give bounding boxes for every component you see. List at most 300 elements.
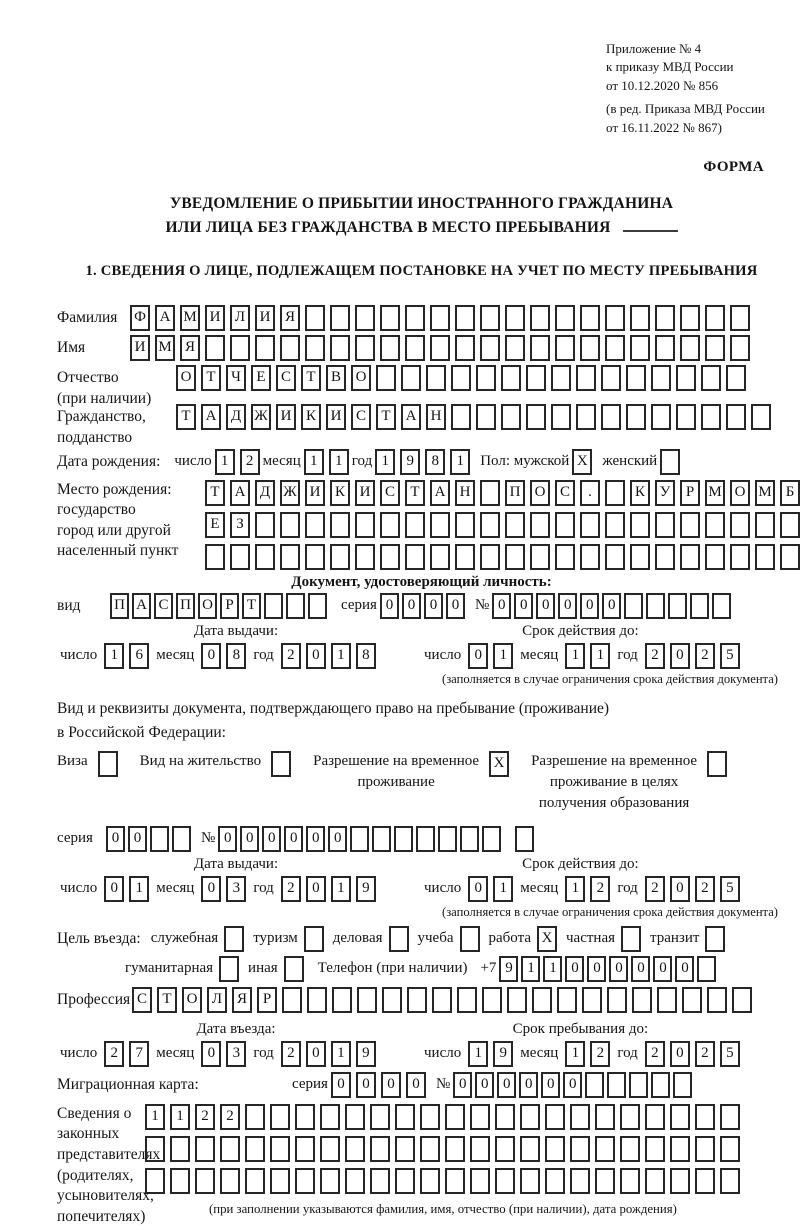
month-cells[interactable] xyxy=(201,643,246,669)
char-cell[interactable] xyxy=(580,335,600,361)
char-cell[interactable]: 0 xyxy=(406,1072,426,1098)
day-cells[interactable] xyxy=(468,643,513,669)
char-cell[interactable] xyxy=(295,1136,315,1162)
char-cell[interactable] xyxy=(495,1136,515,1162)
char-cell[interactable]: О xyxy=(176,365,196,391)
char-cell[interactable] xyxy=(630,305,650,331)
char-cell[interactable]: Р xyxy=(680,480,700,506)
char-cell[interactable] xyxy=(595,1136,615,1162)
birth-place-row2[interactable] xyxy=(205,512,800,538)
char-cell[interactable]: А xyxy=(401,404,421,430)
char-cell[interactable]: 2 xyxy=(590,1041,610,1067)
char-cell[interactable]: С xyxy=(555,480,575,506)
char-cell[interactable] xyxy=(629,1072,648,1098)
char-cell[interactable] xyxy=(732,987,752,1013)
char-cell[interactable]: 9 xyxy=(499,956,518,982)
char-cell[interactable]: 0 xyxy=(602,593,621,619)
char-cell[interactable] xyxy=(682,987,702,1013)
char-cell[interactable] xyxy=(150,826,169,852)
char-cell[interactable]: 2 xyxy=(645,643,665,669)
char-cell[interactable]: М xyxy=(755,480,775,506)
char-cell[interactable] xyxy=(545,1168,565,1194)
char-cell[interactable]: Л xyxy=(207,987,227,1013)
month-cells[interactable] xyxy=(201,876,246,902)
char-cell[interactable] xyxy=(680,544,700,570)
char-cell[interactable]: 2 xyxy=(645,1041,665,1067)
char-cell[interactable]: 1 xyxy=(590,643,610,669)
char-cell[interactable] xyxy=(730,544,750,570)
char-cell[interactable] xyxy=(570,1136,590,1162)
char-cell[interactable]: И xyxy=(305,480,325,506)
char-cell[interactable]: Т xyxy=(176,404,196,430)
male-checkbox[interactable]: X xyxy=(572,449,592,475)
char-cell[interactable] xyxy=(420,1136,440,1162)
char-cell[interactable] xyxy=(305,544,325,570)
char-cell[interactable]: М xyxy=(155,335,175,361)
char-cell[interactable] xyxy=(476,404,496,430)
char-cell[interactable]: 9 xyxy=(400,449,420,475)
char-cell[interactable] xyxy=(480,544,500,570)
char-cell[interactable] xyxy=(430,512,450,538)
char-cell[interactable] xyxy=(645,1104,665,1130)
year-cells[interactable] xyxy=(645,643,740,669)
char-cell[interactable] xyxy=(307,987,327,1013)
char-cell[interactable]: И xyxy=(255,305,275,331)
char-cell[interactable]: 0 xyxy=(670,643,690,669)
char-cell[interactable] xyxy=(630,512,650,538)
char-cell[interactable] xyxy=(286,593,305,619)
char-cell[interactable] xyxy=(701,365,721,391)
char-cell[interactable] xyxy=(380,335,400,361)
char-cell[interactable]: Д xyxy=(226,404,246,430)
char-cell[interactable] xyxy=(350,826,369,852)
char-cell[interactable]: 0 xyxy=(262,826,281,852)
char-cell[interactable] xyxy=(501,404,521,430)
birth-place-row3[interactable] xyxy=(205,544,800,570)
char-cell[interactable] xyxy=(482,826,501,852)
char-cell[interactable] xyxy=(505,544,525,570)
char-cell[interactable] xyxy=(530,335,550,361)
char-cell[interactable] xyxy=(305,335,325,361)
char-cell[interactable]: П xyxy=(505,480,525,506)
char-cell[interactable] xyxy=(295,1104,315,1130)
char-cell[interactable] xyxy=(482,987,502,1013)
char-cell[interactable] xyxy=(555,335,575,361)
char-cell[interactable]: 0 xyxy=(580,593,599,619)
char-cell[interactable] xyxy=(380,512,400,538)
char-cell[interactable]: П xyxy=(176,593,195,619)
char-cell[interactable]: 1 xyxy=(215,449,235,475)
char-cell[interactable]: 1 xyxy=(331,1041,351,1067)
char-cell[interactable]: 0 xyxy=(218,826,237,852)
char-cell[interactable]: 0 xyxy=(201,643,221,669)
char-cell[interactable] xyxy=(726,365,746,391)
char-cell[interactable] xyxy=(270,1104,290,1130)
char-cell[interactable] xyxy=(697,956,716,982)
char-cell[interactable]: А xyxy=(132,593,151,619)
char-cell[interactable] xyxy=(255,335,275,361)
char-cell[interactable] xyxy=(305,305,325,331)
char-cell[interactable] xyxy=(282,987,302,1013)
char-cell[interactable] xyxy=(205,335,225,361)
char-cell[interactable]: 1 xyxy=(331,643,351,669)
birth-year-cells[interactable] xyxy=(375,449,470,475)
char-cell[interactable]: 6 xyxy=(129,643,149,669)
option-checkbox[interactable] xyxy=(271,751,291,777)
char-cell[interactable] xyxy=(720,1104,740,1130)
char-cell[interactable] xyxy=(530,544,550,570)
char-cell[interactable]: А xyxy=(430,480,450,506)
char-cell[interactable]: 0 xyxy=(536,593,555,619)
char-cell[interactable]: С xyxy=(132,987,152,1013)
char-cell[interactable] xyxy=(355,335,375,361)
char-cell[interactable] xyxy=(445,1168,465,1194)
char-cell[interactable] xyxy=(480,305,500,331)
char-cell[interactable]: Е xyxy=(251,365,271,391)
char-cell[interactable] xyxy=(376,365,396,391)
char-cell[interactable]: 1 xyxy=(493,876,513,902)
char-cell[interactable]: 7 xyxy=(129,1041,149,1067)
char-cell[interactable]: 8 xyxy=(356,643,376,669)
char-cell[interactable] xyxy=(651,1072,670,1098)
char-cell[interactable] xyxy=(705,305,725,331)
char-cell[interactable] xyxy=(457,987,477,1013)
char-cell[interactable] xyxy=(655,544,675,570)
char-cell[interactable] xyxy=(755,544,775,570)
char-cell[interactable] xyxy=(720,1168,740,1194)
char-cell[interactable]: 1 xyxy=(375,449,395,475)
char-cell[interactable]: 1 xyxy=(565,876,585,902)
char-cell[interactable]: М xyxy=(705,480,725,506)
char-cell[interactable] xyxy=(605,335,625,361)
char-cell[interactable] xyxy=(670,1168,690,1194)
char-cell[interactable]: Р xyxy=(257,987,277,1013)
char-cell[interactable] xyxy=(651,365,671,391)
identity-type-cells[interactable] xyxy=(110,593,327,619)
char-cell[interactable] xyxy=(668,593,687,619)
char-cell[interactable] xyxy=(220,1168,240,1194)
char-cell[interactable] xyxy=(505,512,525,538)
char-cell[interactable] xyxy=(480,480,500,506)
char-cell[interactable]: 0 xyxy=(106,826,125,852)
char-cell[interactable] xyxy=(751,404,771,430)
char-cell[interactable]: 2 xyxy=(195,1104,215,1130)
char-cell[interactable]: 0 xyxy=(497,1072,516,1098)
char-cell[interactable]: К xyxy=(630,480,650,506)
char-cell[interactable] xyxy=(705,512,725,538)
char-cell[interactable]: 0 xyxy=(670,876,690,902)
char-cell[interactable]: 1 xyxy=(565,643,585,669)
char-cell[interactable] xyxy=(582,987,602,1013)
char-cell[interactable] xyxy=(394,826,413,852)
char-cell[interactable] xyxy=(673,1072,692,1098)
char-cell[interactable] xyxy=(230,335,250,361)
char-cell[interactable]: Б xyxy=(780,480,800,506)
char-cell[interactable] xyxy=(695,1104,715,1130)
char-cell[interactable]: 1 xyxy=(450,449,470,475)
option-checkbox[interactable] xyxy=(621,926,641,952)
char-cell[interactable] xyxy=(607,987,627,1013)
char-cell[interactable] xyxy=(470,1136,490,1162)
option-checkbox[interactable] xyxy=(284,956,304,982)
char-cell[interactable] xyxy=(451,404,471,430)
char-cell[interactable] xyxy=(355,512,375,538)
char-cell[interactable] xyxy=(405,305,425,331)
char-cell[interactable] xyxy=(245,1104,265,1130)
char-cell[interactable]: 0 xyxy=(609,956,628,982)
char-cell[interactable] xyxy=(270,1168,290,1194)
char-cell[interactable] xyxy=(580,512,600,538)
patronymic-cells[interactable] xyxy=(176,365,746,391)
migration-number-cells[interactable] xyxy=(453,1072,692,1098)
char-cell[interactable]: М xyxy=(180,305,200,331)
char-cell[interactable] xyxy=(655,305,675,331)
char-cell[interactable] xyxy=(330,512,350,538)
char-cell[interactable] xyxy=(245,1136,265,1162)
char-cell[interactable] xyxy=(230,544,250,570)
char-cell[interactable] xyxy=(405,335,425,361)
char-cell[interactable]: 2 xyxy=(281,643,301,669)
phone-cells[interactable] xyxy=(499,956,716,982)
migration-series-cells[interactable] xyxy=(331,1072,426,1098)
char-cell[interactable]: О xyxy=(730,480,750,506)
char-cell[interactable] xyxy=(455,544,475,570)
char-cell[interactable]: 0 xyxy=(284,826,303,852)
char-cell[interactable] xyxy=(670,1136,690,1162)
year-cells[interactable] xyxy=(281,876,376,902)
char-cell[interactable] xyxy=(705,335,725,361)
char-cell[interactable]: 2 xyxy=(240,449,260,475)
char-cell[interactable]: 3 xyxy=(226,876,246,902)
char-cell[interactable]: Н xyxy=(455,480,475,506)
char-cell[interactable] xyxy=(676,404,696,430)
surname-cells[interactable] xyxy=(130,305,750,331)
char-cell[interactable] xyxy=(420,1104,440,1130)
char-cell[interactable] xyxy=(551,404,571,430)
char-cell[interactable]: П xyxy=(110,593,129,619)
char-cell[interactable]: О xyxy=(530,480,550,506)
char-cell[interactable]: А xyxy=(201,404,221,430)
char-cell[interactable] xyxy=(780,544,800,570)
char-cell[interactable]: И xyxy=(205,305,225,331)
char-cell[interactable] xyxy=(576,365,596,391)
char-cell[interactable] xyxy=(382,987,402,1013)
char-cell[interactable]: 0 xyxy=(306,876,326,902)
char-cell[interactable] xyxy=(395,1168,415,1194)
char-cell[interactable] xyxy=(345,1168,365,1194)
char-cell[interactable] xyxy=(505,335,525,361)
char-cell[interactable]: 0 xyxy=(128,826,147,852)
char-cell[interactable]: 1 xyxy=(331,876,351,902)
char-cell[interactable] xyxy=(515,826,534,852)
char-cell[interactable]: 5 xyxy=(720,876,740,902)
char-cell[interactable]: 0 xyxy=(453,1072,472,1098)
char-cell[interactable] xyxy=(580,544,600,570)
char-cell[interactable] xyxy=(630,544,650,570)
char-cell[interactable] xyxy=(295,1168,315,1194)
option-checkbox[interactable] xyxy=(219,956,239,982)
char-cell[interactable]: . xyxy=(580,480,600,506)
char-cell[interactable] xyxy=(280,335,300,361)
char-cell[interactable]: 0 xyxy=(475,1072,494,1098)
char-cell[interactable] xyxy=(426,365,446,391)
char-cell[interactable]: Р xyxy=(220,593,239,619)
char-cell[interactable]: 0 xyxy=(565,956,584,982)
char-cell[interactable]: 0 xyxy=(201,876,221,902)
char-cell[interactable]: 2 xyxy=(220,1104,240,1130)
char-cell[interactable]: Т xyxy=(301,365,321,391)
char-cell[interactable] xyxy=(355,544,375,570)
char-cell[interactable] xyxy=(605,512,625,538)
char-cell[interactable]: Т xyxy=(201,365,221,391)
char-cell[interactable] xyxy=(280,544,300,570)
char-cell[interactable]: 2 xyxy=(695,876,715,902)
char-cell[interactable]: 0 xyxy=(306,643,326,669)
char-cell[interactable] xyxy=(430,305,450,331)
day-cells[interactable] xyxy=(104,876,149,902)
char-cell[interactable]: Я xyxy=(280,305,300,331)
char-cell[interactable] xyxy=(526,365,546,391)
char-cell[interactable] xyxy=(570,1104,590,1130)
char-cell[interactable] xyxy=(355,305,375,331)
char-cell[interactable] xyxy=(445,1136,465,1162)
char-cell[interactable] xyxy=(401,365,421,391)
char-cell[interactable]: 2 xyxy=(590,876,610,902)
char-cell[interactable]: 0 xyxy=(558,593,577,619)
representatives-row2[interactable] xyxy=(145,1136,786,1162)
char-cell[interactable]: Т xyxy=(242,593,261,619)
citizenship-cells[interactable] xyxy=(176,404,771,430)
char-cell[interactable] xyxy=(416,826,435,852)
char-cell[interactable] xyxy=(605,305,625,331)
char-cell[interactable] xyxy=(530,305,550,331)
char-cell[interactable] xyxy=(480,512,500,538)
char-cell[interactable]: 9 xyxy=(356,876,376,902)
char-cell[interactable] xyxy=(676,365,696,391)
char-cell[interactable] xyxy=(455,512,475,538)
char-cell[interactable] xyxy=(707,987,727,1013)
residence-number-cells[interactable] xyxy=(218,826,501,852)
option-checkbox[interactable] xyxy=(389,926,409,952)
char-cell[interactable]: 0 xyxy=(468,643,488,669)
char-cell[interactable] xyxy=(460,826,479,852)
char-cell[interactable]: 0 xyxy=(306,826,325,852)
char-cell[interactable] xyxy=(476,365,496,391)
char-cell[interactable] xyxy=(680,305,700,331)
char-cell[interactable] xyxy=(545,1136,565,1162)
char-cell[interactable] xyxy=(520,1136,540,1162)
char-cell[interactable] xyxy=(507,987,527,1013)
char-cell[interactable] xyxy=(332,987,352,1013)
char-cell[interactable] xyxy=(438,826,457,852)
char-cell[interactable]: 0 xyxy=(631,956,650,982)
char-cell[interactable] xyxy=(380,544,400,570)
char-cell[interactable]: Ж xyxy=(280,480,300,506)
birth-month-cells[interactable] xyxy=(304,449,349,475)
char-cell[interactable]: К xyxy=(301,404,321,430)
char-cell[interactable]: 0 xyxy=(356,1072,376,1098)
char-cell[interactable]: 5 xyxy=(720,643,740,669)
char-cell[interactable]: Ч xyxy=(226,365,246,391)
char-cell[interactable]: С xyxy=(351,404,371,430)
month-cells[interactable] xyxy=(565,1041,610,1067)
char-cell[interactable] xyxy=(555,544,575,570)
char-cell[interactable]: 9 xyxy=(356,1041,376,1067)
char-cell[interactable] xyxy=(520,1104,540,1130)
char-cell[interactable] xyxy=(320,1136,340,1162)
char-cell[interactable]: Д xyxy=(255,480,275,506)
char-cell[interactable]: А xyxy=(230,480,250,506)
char-cell[interactable] xyxy=(624,593,643,619)
char-cell[interactable] xyxy=(455,305,475,331)
identity-number-cells[interactable] xyxy=(492,593,731,619)
char-cell[interactable] xyxy=(680,512,700,538)
month-cells[interactable] xyxy=(565,876,610,902)
char-cell[interactable] xyxy=(205,544,225,570)
char-cell[interactable]: 0 xyxy=(331,1072,351,1098)
char-cell[interactable]: 0 xyxy=(675,956,694,982)
char-cell[interactable] xyxy=(330,305,350,331)
char-cell[interactable] xyxy=(495,1104,515,1130)
char-cell[interactable]: 0 xyxy=(104,876,124,902)
char-cell[interactable]: Т xyxy=(205,480,225,506)
char-cell[interactable] xyxy=(655,512,675,538)
option-checkbox[interactable] xyxy=(304,926,324,952)
char-cell[interactable]: Т xyxy=(157,987,177,1013)
char-cell[interactable] xyxy=(495,1168,515,1194)
char-cell[interactable]: 0 xyxy=(653,956,672,982)
char-cell[interactable] xyxy=(585,1072,604,1098)
char-cell[interactable]: 1 xyxy=(304,449,324,475)
char-cell[interactable]: С xyxy=(276,365,296,391)
representatives-row3[interactable] xyxy=(145,1168,786,1194)
char-cell[interactable] xyxy=(620,1168,640,1194)
char-cell[interactable] xyxy=(170,1136,190,1162)
char-cell[interactable] xyxy=(576,404,596,430)
char-cell[interactable] xyxy=(595,1168,615,1194)
char-cell[interactable]: 0 xyxy=(492,593,511,619)
char-cell[interactable]: Ф xyxy=(130,305,150,331)
char-cell[interactable]: 0 xyxy=(201,1041,221,1067)
char-cell[interactable] xyxy=(701,404,721,430)
char-cell[interactable] xyxy=(264,593,283,619)
char-cell[interactable] xyxy=(395,1136,415,1162)
char-cell[interactable] xyxy=(712,593,731,619)
char-cell[interactable] xyxy=(605,544,625,570)
char-cell[interactable] xyxy=(626,404,646,430)
char-cell[interactable]: К xyxy=(330,480,350,506)
char-cell[interactable] xyxy=(780,512,800,538)
char-cell[interactable] xyxy=(670,1104,690,1130)
char-cell[interactable] xyxy=(480,335,500,361)
char-cell[interactable]: 0 xyxy=(306,1041,326,1067)
char-cell[interactable] xyxy=(395,1104,415,1130)
char-cell[interactable] xyxy=(730,512,750,538)
day-cells[interactable] xyxy=(468,1041,513,1067)
char-cell[interactable]: 1 xyxy=(145,1104,165,1130)
option-checkbox[interactable] xyxy=(460,926,480,952)
char-cell[interactable]: О xyxy=(182,987,202,1013)
char-cell[interactable] xyxy=(370,1168,390,1194)
char-cell[interactable]: 0 xyxy=(519,1072,538,1098)
residence-number-tail-cell[interactable] xyxy=(515,826,534,852)
year-cells[interactable] xyxy=(645,876,740,902)
residence-series-cells[interactable] xyxy=(106,826,191,852)
char-cell[interactable]: 2 xyxy=(695,1041,715,1067)
year-cells[interactable] xyxy=(281,643,376,669)
char-cell[interactable] xyxy=(695,1136,715,1162)
char-cell[interactable] xyxy=(320,1104,340,1130)
